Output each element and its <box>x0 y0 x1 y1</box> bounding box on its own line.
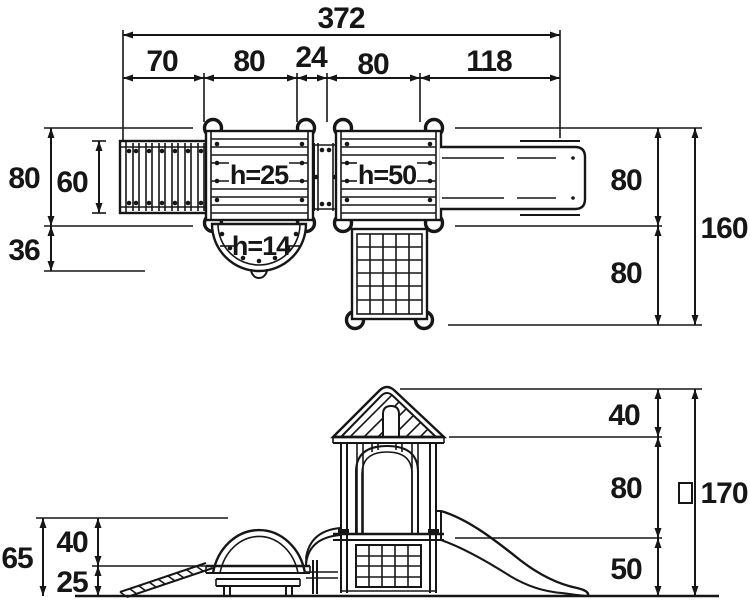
tower-chimney <box>383 406 399 437</box>
plan-view <box>8 2 748 329</box>
tower-net-grid <box>356 545 421 587</box>
dim-elev-right-middle: 80 <box>610 472 642 505</box>
plan-net <box>347 229 433 329</box>
label-platform-h50: h=50 <box>357 160 417 190</box>
elev-tower <box>333 387 467 593</box>
dim-elev-left-lower: 25 <box>56 566 88 599</box>
dim-total-width: 372 <box>317 2 365 35</box>
dim-seg-3: 80 <box>357 48 389 81</box>
dim-elev-left-upper: 40 <box>56 526 88 559</box>
gable-slats <box>357 443 418 534</box>
dim-left-overall: 80 <box>8 162 40 195</box>
plan-platform-h50 <box>335 120 443 232</box>
ramp-rungs <box>130 566 203 594</box>
elev-dim-left <box>1 518 228 599</box>
dim-elev-right-top: 40 <box>608 399 640 432</box>
elev-ramp <box>120 563 213 597</box>
dim-seg-1: 80 <box>233 45 265 78</box>
label-halfround-h14: h=14 <box>231 231 291 261</box>
elev-dome <box>206 530 310 596</box>
arch-window-outer <box>356 446 418 534</box>
post-section-symbol <box>679 483 692 503</box>
plan-bridge <box>120 141 215 213</box>
dim-left-lower: 36 <box>8 234 40 267</box>
plan-platform-h25 <box>205 120 315 232</box>
plan-connector <box>314 143 338 211</box>
elev-handrail <box>306 528 340 594</box>
dim-seg-0: 70 <box>146 45 178 78</box>
plan-halfround-h14 <box>212 224 306 278</box>
dim-seg-4: 118 <box>466 45 512 78</box>
dim-elev-left-total: 65 <box>1 542 33 575</box>
plan-slide <box>440 141 585 215</box>
dim-right-upper: 80 <box>610 164 642 197</box>
dome-legs <box>224 586 292 596</box>
label-platform-h25: h=25 <box>229 160 289 190</box>
elev-dim-right <box>400 389 748 596</box>
plan-dim-chain <box>123 41 560 122</box>
dim-seg-2: 24 <box>295 41 327 74</box>
elev-slide <box>436 511 588 596</box>
dim-left-bridge: 60 <box>56 166 88 199</box>
dim-elev-right-bottom: 50 <box>610 553 642 586</box>
arch-window-inner <box>362 452 412 534</box>
dim-right-total: 160 <box>700 212 748 245</box>
dim-right-lower: 80 <box>610 257 642 290</box>
dim-elev-right-total: 170 <box>700 477 748 510</box>
elevation-view <box>1 387 748 599</box>
